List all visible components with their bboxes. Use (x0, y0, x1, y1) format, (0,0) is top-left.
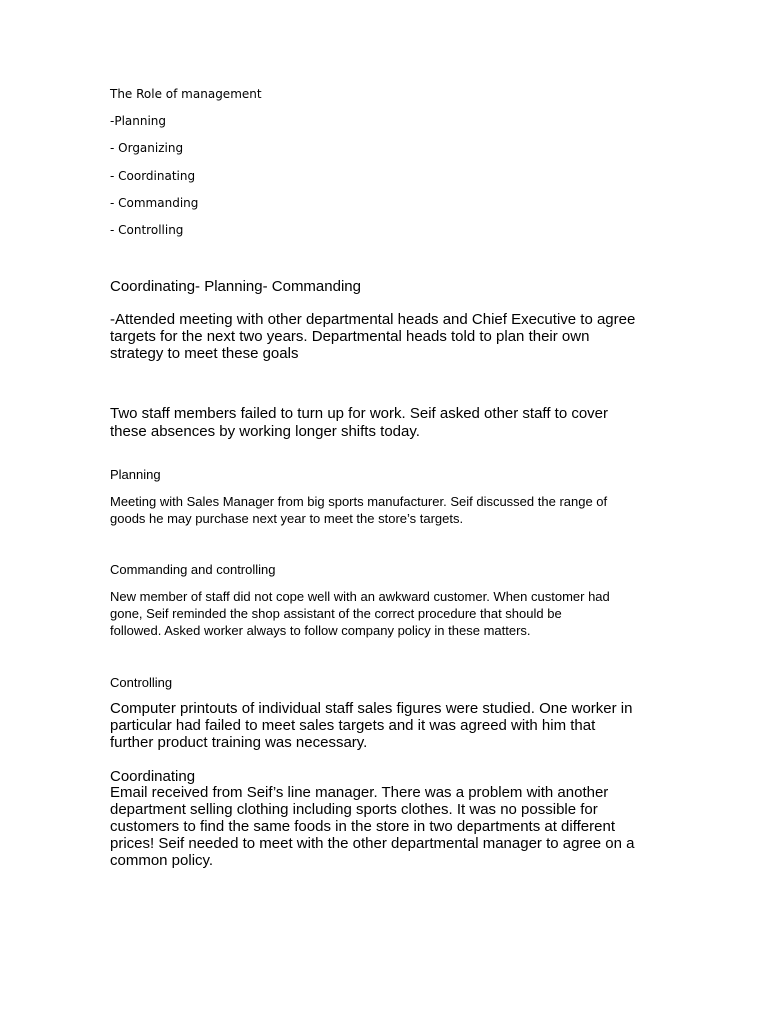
section-heading: Coordinating (110, 768, 196, 785)
list-item-coordinating: - Coordinating (110, 169, 196, 183)
section-body-line: these absences by working longer shifts today. (110, 423, 420, 440)
section-heading: Commanding and controlling (110, 562, 276, 577)
section-body-line: strategy to meet these goals (110, 345, 299, 362)
section-body-line: Meeting with Sales Manager from big sports manufacturer. Seif discussed the range of (110, 494, 608, 509)
list-item-commanding: - Commanding (110, 196, 199, 210)
section-body-line: gone, Seif reminded the shop assistant of the correct procedure that should be (110, 606, 562, 621)
list-item-controlling: - Controlling (110, 223, 184, 237)
section-body-line: New member of staff did not cope well with an awkward customer. When customer had (110, 589, 610, 604)
section-heading: Planning (110, 467, 161, 482)
section-body-line: customers to find the same foods in the store in two departments at different (110, 818, 615, 835)
section-body-line: -Attended meeting with other departmental heads and Chief Executive to agree (110, 311, 636, 328)
section-body-line: Email received from Seif’s line manager. There was a problem with another (110, 784, 609, 801)
section-body-line: prices! Seif needed to meet with the other departmental manager to agree on a (110, 835, 635, 852)
section-heading: Controlling (110, 675, 173, 690)
section-heading: Coordinating- Planning- Commanding (110, 278, 361, 295)
section-body-line: Computer printouts of individual staff sales figures were studied. One worker in (110, 700, 633, 717)
list-item-planning: -Planning (110, 114, 167, 128)
section-body-line: particular had failed to meet sales targets and it was agreed with him that (110, 717, 596, 734)
section-body-line: targets for the next two years. Departmental heads told to plan their own (110, 328, 590, 345)
section-body-line: common policy. (110, 852, 214, 869)
section-body-line: Two staff members failed to turn up for work. Seif asked other staff to cover (110, 405, 609, 422)
section-body-line: goods he may purchase next year to meet the store’s targets. (110, 511, 464, 526)
list-title: The Role of management (110, 87, 262, 101)
list-item-organizing: - Organizing (110, 141, 184, 155)
section-body-line: followed. Asked worker always to follow company policy in these matters. (110, 623, 531, 638)
section-body-line: department selling clothing including sports clothes. It was no possible for (110, 801, 598, 818)
section-body-line: further product training was necessary. (110, 734, 368, 751)
